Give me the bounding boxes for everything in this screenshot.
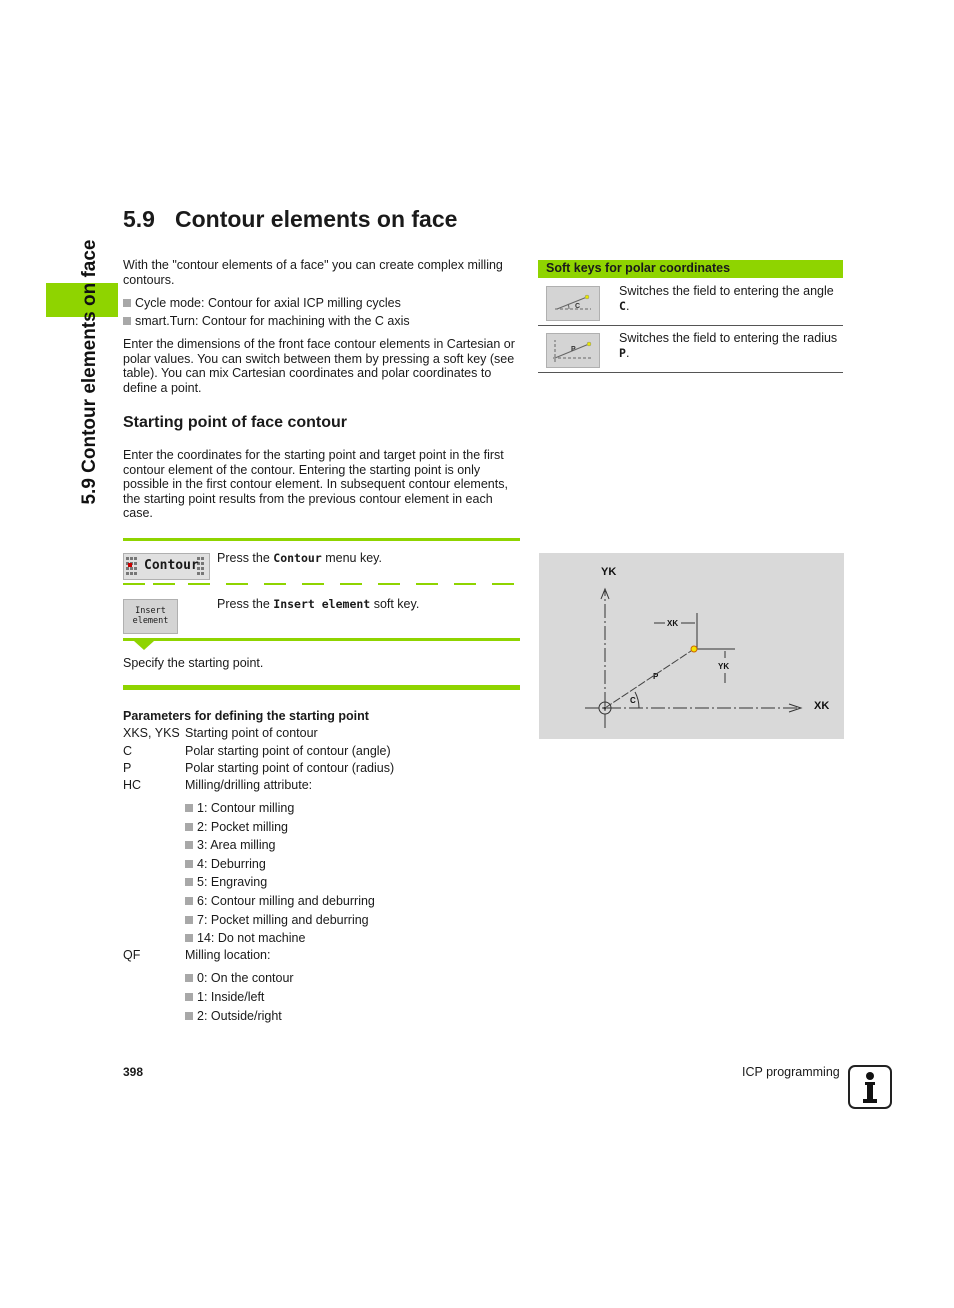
intro-paragraph: With the "contour elements of a face" you can create complex milling contours.	[123, 258, 503, 287]
param-label: HC	[123, 778, 142, 792]
desc-text: .	[625, 298, 630, 313]
dash	[454, 583, 476, 585]
desc-text: .	[625, 345, 630, 360]
dash	[492, 583, 514, 585]
option-item: 5: Engraving	[185, 875, 267, 889]
desc-text: Switches the field to entering the angle	[619, 284, 834, 298]
c-label: C	[630, 696, 636, 705]
table-divider	[538, 372, 843, 373]
option-item: 3: Area milling	[185, 838, 276, 852]
param-desc: Milling location:	[185, 948, 271, 962]
softkey-table-header: Soft keys for polar coordinates	[538, 260, 843, 278]
desc-text: Switches the field to entering the radius	[619, 331, 838, 345]
option-item: 0: On the contour	[185, 971, 294, 985]
step-1-text	[217, 551, 382, 566]
xk-dim-label: XK	[667, 619, 679, 628]
yk-axis-label: YK	[601, 566, 617, 578]
step-end-rule	[123, 685, 520, 690]
softkey-label-line: Insert	[135, 606, 166, 616]
step-text: Press the	[217, 551, 274, 565]
softkey-label-line: element	[132, 616, 169, 626]
bullet-item: smart.Turn: Contour for machining with the C axis	[123, 314, 410, 329]
info-icon	[848, 1065, 892, 1109]
section-number: 5.9	[123, 206, 155, 232]
option-item: 14: Do not machine	[185, 931, 305, 945]
paragraph: Enter the dimensions of the front face contour elements in Cartesian or polar values. You can switch between them by pressing a soft key (see table). You can mix Cartesian coordinates and polar coordinates to define a point.	[123, 337, 515, 395]
option-item: 4: Deburring	[185, 857, 266, 871]
params-heading: Parameters for defining the starting point	[123, 709, 369, 723]
table-divider	[538, 325, 843, 326]
dash	[153, 583, 175, 585]
insert-element-softkey[interactable]	[123, 599, 178, 634]
option-item: 2: Outside/right	[185, 1009, 282, 1023]
step-3-text: Specify the starting point.	[123, 656, 264, 670]
radius-icon-label: P	[571, 346, 576, 353]
step-top-rule	[123, 538, 520, 541]
dash	[378, 583, 400, 585]
dash	[123, 583, 145, 585]
param-desc: Milling/drilling attribute:	[185, 778, 313, 792]
yk-dim-label: YK	[718, 662, 730, 671]
step-2-text	[217, 597, 419, 612]
option-item: 1: Contour milling	[185, 801, 294, 815]
xk-axis-label: XK	[814, 700, 830, 712]
subheading: Starting point of face contour	[123, 414, 347, 431]
paragraph: Enter the coordinates for the starting point and target point in the first contour element of the contour. Entering the starting point is only possible in the first contour element. In subsequent contour elements, the starting point results from the previous contour element in each case.	[123, 448, 508, 520]
code-text: C	[619, 298, 626, 313]
step-text: Press the	[217, 597, 274, 611]
p-label: P	[653, 672, 659, 681]
option-item: 2: Pocket milling	[185, 820, 288, 834]
key-name: Contour	[273, 551, 322, 565]
bullet-item: Cycle mode: Contour for axial ICP milling cycles	[123, 296, 401, 311]
section-title: Contour elements on face	[174, 206, 458, 232]
dash	[188, 583, 210, 585]
radius-softkey-icon	[547, 334, 599, 367]
page-title	[123, 206, 457, 233]
option-item: 7: Pocket milling and deburring	[185, 913, 369, 927]
code-text: P	[619, 345, 626, 360]
diagram-drawing	[539, 553, 844, 739]
dash	[226, 583, 248, 585]
key-name: Insert element	[273, 597, 371, 611]
option-item: 6: Contour milling and deburring	[185, 894, 375, 908]
step-arrow-icon	[134, 641, 154, 650]
radius-softkey[interactable]	[546, 333, 600, 368]
angle-icon-label: C	[575, 303, 581, 310]
dash	[416, 583, 438, 585]
dash	[302, 583, 324, 585]
angle-softkey[interactable]	[546, 286, 600, 321]
angle-softkey-icon	[547, 287, 599, 320]
dash	[264, 583, 286, 585]
param-desc: Polar starting point of contour (angle)	[185, 744, 391, 758]
softkey-desc	[619, 331, 839, 360]
param-desc: Starting point of contour	[185, 726, 318, 740]
option-item: 1: Inside/left	[185, 990, 264, 1004]
param-label: QF	[123, 948, 141, 962]
softkey-desc	[619, 284, 839, 313]
step-text: menu key.	[321, 551, 382, 565]
param-desc: Polar starting point of contour (radius)	[185, 761, 395, 775]
param-label: XKS, YKS	[123, 726, 180, 740]
dash	[340, 583, 362, 585]
param-label: C	[123, 744, 133, 758]
footer-section: ICP programming	[742, 1065, 840, 1079]
side-title: 5.9 Contour elements on face	[79, 239, 100, 505]
page-number: 398	[123, 1065, 144, 1079]
step-text: soft key.	[370, 597, 420, 611]
step-bottom-rule	[123, 638, 520, 641]
param-label: P	[123, 761, 132, 775]
info-glyph	[850, 1067, 890, 1107]
coordinate-diagram	[539, 553, 844, 739]
contour-key-label: Contour	[144, 558, 199, 573]
contour-menu-key[interactable]	[123, 553, 210, 580]
